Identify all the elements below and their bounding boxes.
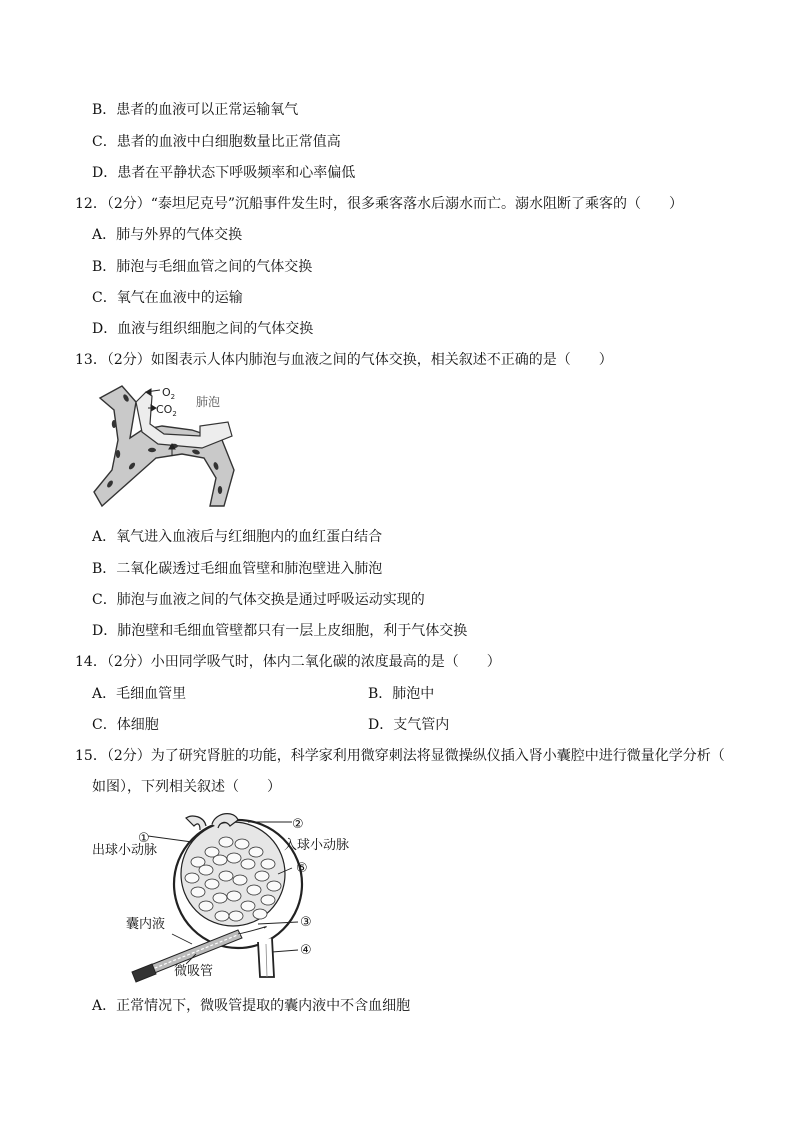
- q14-option-a: A．毛细血管里: [92, 686, 187, 702]
- q15-stem-line1: 15．（2分）为了研究肾脏的功能，科学家利用微穿刺法将显微操纵仪插入肾小囊腔中进行微量化学分析（: [75, 748, 725, 764]
- kidney-micropuncture-figure: [88, 812, 378, 987]
- label-3: ③: [300, 915, 312, 930]
- renal-tubule: [258, 938, 274, 977]
- efferent-arteriole: [186, 816, 206, 830]
- q14-option-c: C．体细胞: [92, 717, 159, 733]
- q13-stem: 13．（2分）如图表示人体内肺泡与血液之间的气体交换，相关叙述不正确的是（ ）: [75, 352, 613, 368]
- q14-option-d: D．支气管内: [368, 717, 450, 733]
- q12-option-c: C．氧气在血液中的运输: [92, 290, 243, 306]
- alveolus-label: 肺泡: [196, 395, 221, 409]
- q11-option-d: D．患者在平静状态下呼吸频率和心率偏低: [92, 165, 356, 181]
- label-2: ②: [292, 817, 304, 832]
- q12-option-a: A．肺与外界的气体交换: [92, 227, 243, 243]
- q13-option-d: D．肺泡壁和毛细血管壁都只有一层上皮细胞，利于气体交换: [92, 623, 468, 639]
- capsule-fluid-label: 囊内液: [126, 917, 166, 932]
- q11-option-c: C．患者的血液中白细胞数量比正常值高: [92, 134, 341, 150]
- alveolus-gas-exchange-figure: [92, 378, 242, 518]
- o2-label: $O_2$: [162, 386, 176, 401]
- label-5: ⑤: [296, 861, 308, 876]
- q12-stem: 12．（2分）“泰坦尼克号”沉船事件发生时，很多乘客落水后溺水而亡。溺水阻断了乘客的（ ）: [75, 196, 684, 212]
- q11-option-b: B．患者的血液可以正常运输氧气: [92, 102, 299, 118]
- q15-option-a: A．正常情况下，微吸管提取的囊内液中不含血细胞: [92, 998, 411, 1014]
- efferent-arteriole-label: 出球小动脉: [92, 843, 158, 858]
- q15-stem-line2: 如图），下列相关叙述（ ）: [92, 779, 281, 795]
- q14-option-b: B．肺泡中: [368, 686, 435, 702]
- q13-option-a: A．氧气进入血液后与红细胞内的血红蛋白结合: [92, 529, 383, 545]
- label-1: ①: [138, 831, 150, 846]
- q14-stem: 14．（2分）小田同学吸气时，体内二氧化碳的浓度最高的是（ ）: [75, 654, 501, 670]
- label-4: ④: [300, 943, 312, 958]
- micropipette-label: 微吸管: [174, 964, 214, 979]
- q12-option-d: D．血液与组织细胞之间的气体交换: [92, 321, 314, 337]
- q13-option-b: B．二氧化碳透过毛细血管壁和肺泡壁进入肺泡: [92, 561, 383, 577]
- q12-option-b: B．肺泡与毛细血管之间的气体交换: [92, 259, 313, 275]
- afferent-arteriole-label: 入球小动脉: [284, 838, 350, 853]
- q13-option-c: C．肺泡与血液之间的气体交换是通过呼吸运动实现的: [92, 592, 425, 608]
- co2-label: $CO_2$: [156, 403, 177, 418]
